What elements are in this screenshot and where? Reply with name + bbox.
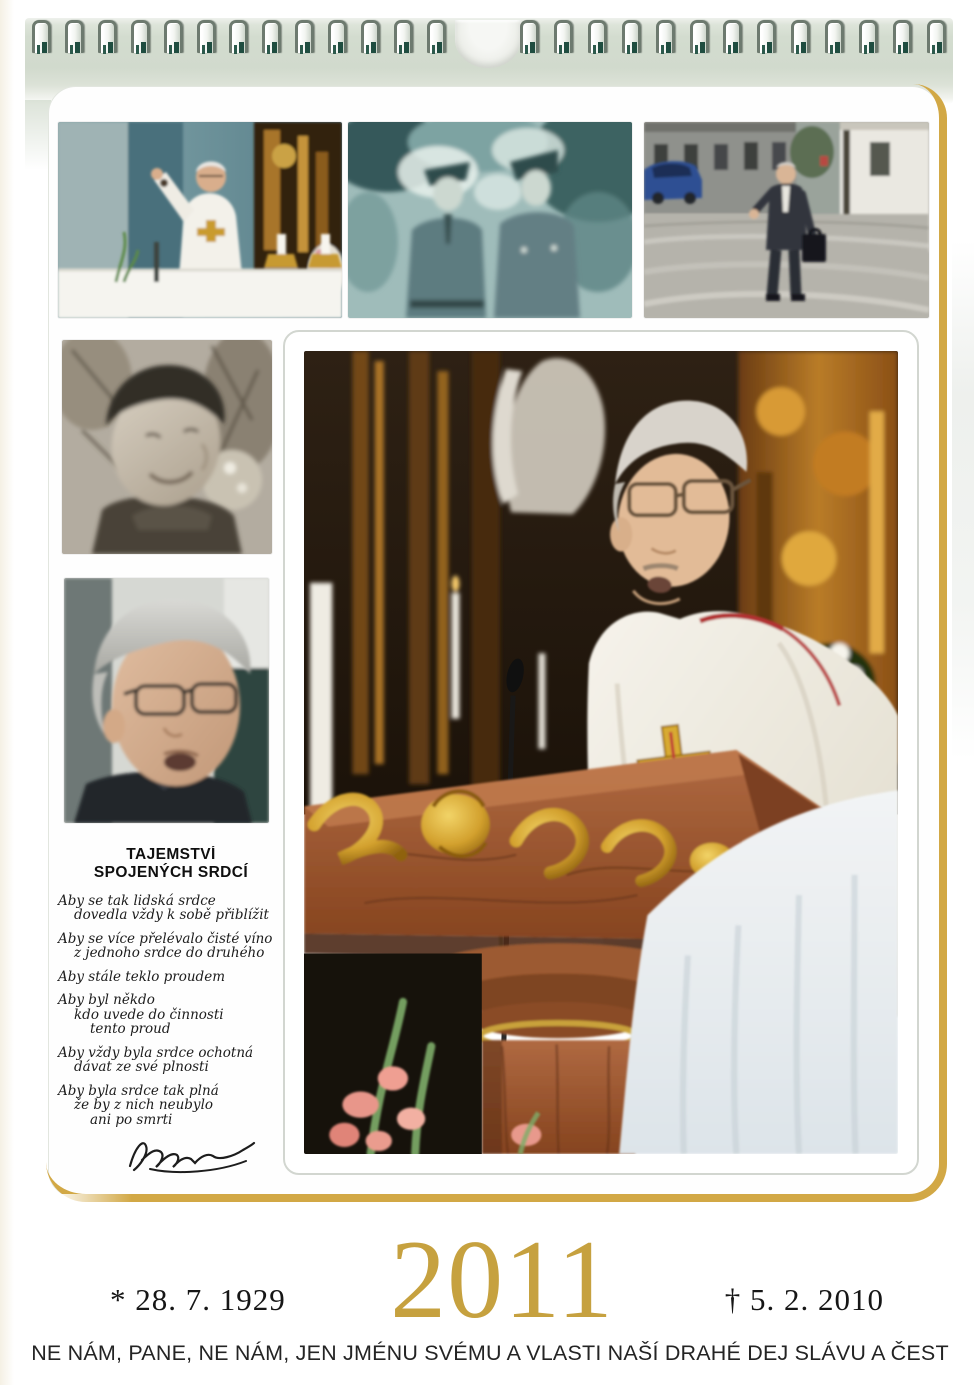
poem-line: Aby byl někdo bbox=[58, 992, 155, 1009]
wire-loop bbox=[791, 20, 810, 53]
birth-date-label: * 28. 7. 1929 bbox=[110, 1282, 286, 1317]
main-photo bbox=[304, 351, 898, 1154]
wire-loop bbox=[65, 20, 84, 53]
poem-line: tento proud bbox=[90, 1021, 171, 1038]
poem-title-line: TAJEMSTVÍ bbox=[126, 846, 216, 863]
wire-loop bbox=[656, 20, 675, 53]
poem-line: z jednoho srdce do druhého bbox=[74, 945, 265, 962]
photo-mass-illustration bbox=[58, 122, 342, 318]
death-date-label: † 5. 2. 2010 bbox=[724, 1282, 884, 1317]
main-photo-illustration bbox=[304, 351, 898, 1154]
poem-title bbox=[58, 846, 284, 883]
wire-loop bbox=[723, 20, 742, 53]
wire-loop bbox=[98, 20, 117, 53]
wire-loop bbox=[295, 20, 314, 53]
poem-body bbox=[58, 894, 284, 1128]
photo-street-illustration bbox=[644, 122, 929, 318]
photo-boy-portrait bbox=[62, 340, 272, 554]
wire-loop bbox=[427, 20, 446, 53]
wire-group-right bbox=[520, 20, 946, 58]
poem-line: Aby se tak lidská srdce bbox=[58, 892, 216, 909]
signature-strokes bbox=[122, 1126, 260, 1180]
scan-shadow bbox=[952, 240, 974, 760]
wire-loop bbox=[554, 20, 573, 53]
photo-boy-illustration bbox=[62, 340, 272, 554]
wire-loop bbox=[622, 20, 641, 53]
photo-mass-at-altar bbox=[58, 122, 342, 318]
wire-loop bbox=[757, 20, 776, 53]
wire-loop bbox=[131, 20, 150, 53]
wire-loop bbox=[893, 20, 912, 53]
poem-line: kdo uvede do činnosti bbox=[74, 1006, 224, 1023]
signature-image bbox=[122, 1126, 260, 1180]
poem-block bbox=[58, 846, 284, 1136]
poem-line: ani po smrti bbox=[90, 1111, 173, 1128]
poem-stanza bbox=[58, 1084, 284, 1128]
wire-loop bbox=[520, 20, 539, 53]
photo-soldiers-illustration bbox=[348, 122, 632, 318]
wire-loop bbox=[164, 20, 183, 53]
wire-loop bbox=[361, 20, 380, 53]
poem-line: Aby byla srdce tak plná bbox=[58, 1082, 219, 1099]
poem-line: Aby vždy byla srdce ochotná bbox=[58, 1044, 254, 1061]
wire-loop bbox=[859, 20, 878, 53]
wire-loop bbox=[825, 20, 844, 53]
wire-loop bbox=[262, 20, 281, 53]
main-photo-frame bbox=[283, 330, 919, 1175]
wire-loop bbox=[32, 20, 51, 53]
wire-loop bbox=[927, 20, 946, 53]
wire-loop bbox=[197, 20, 216, 53]
scan-edge bbox=[0, 0, 14, 1385]
wire-loop bbox=[328, 20, 347, 53]
poem-stanza bbox=[58, 970, 284, 985]
photo-two-soldiers bbox=[348, 122, 632, 318]
poem-title-line: SPOJENÝCH SRDCÍ bbox=[93, 864, 249, 882]
bottom-caption: NE NÁM, PANE, NE NÁM, JEN JMÉNU SVÉMU A VLASTI NAŠÍ DRAHÉ DEJ SLÁVU A ČEST bbox=[31, 1341, 949, 1365]
wire-loop bbox=[588, 20, 607, 53]
wire-group-left bbox=[32, 20, 446, 58]
photo-street-walk bbox=[644, 122, 929, 318]
wire-gap bbox=[446, 20, 520, 58]
wire-loop bbox=[229, 20, 248, 53]
poem-line: že by z nich neubylo bbox=[74, 1097, 214, 1114]
poem-line: dávat ze své plnosti bbox=[74, 1059, 209, 1076]
wire-loop bbox=[690, 20, 709, 53]
wire-loop bbox=[394, 20, 413, 53]
poem-stanza bbox=[58, 1046, 284, 1075]
poem-line: Aby stále teklo proudem bbox=[58, 968, 225, 985]
poem-line: Aby se více přelévalo čisté víno bbox=[58, 930, 273, 947]
photo-portrait-illustration bbox=[64, 578, 269, 823]
spiral-binding bbox=[32, 20, 946, 58]
photo-priest-portrait bbox=[64, 578, 269, 823]
poem-stanza bbox=[58, 993, 284, 1037]
poem-line: dovedla vždy k sobě přiblížit bbox=[74, 907, 269, 924]
poem-stanza bbox=[58, 894, 284, 923]
year-label: 2011 bbox=[390, 1218, 614, 1342]
poem-stanza bbox=[58, 932, 284, 961]
blue-car bbox=[644, 161, 702, 204]
